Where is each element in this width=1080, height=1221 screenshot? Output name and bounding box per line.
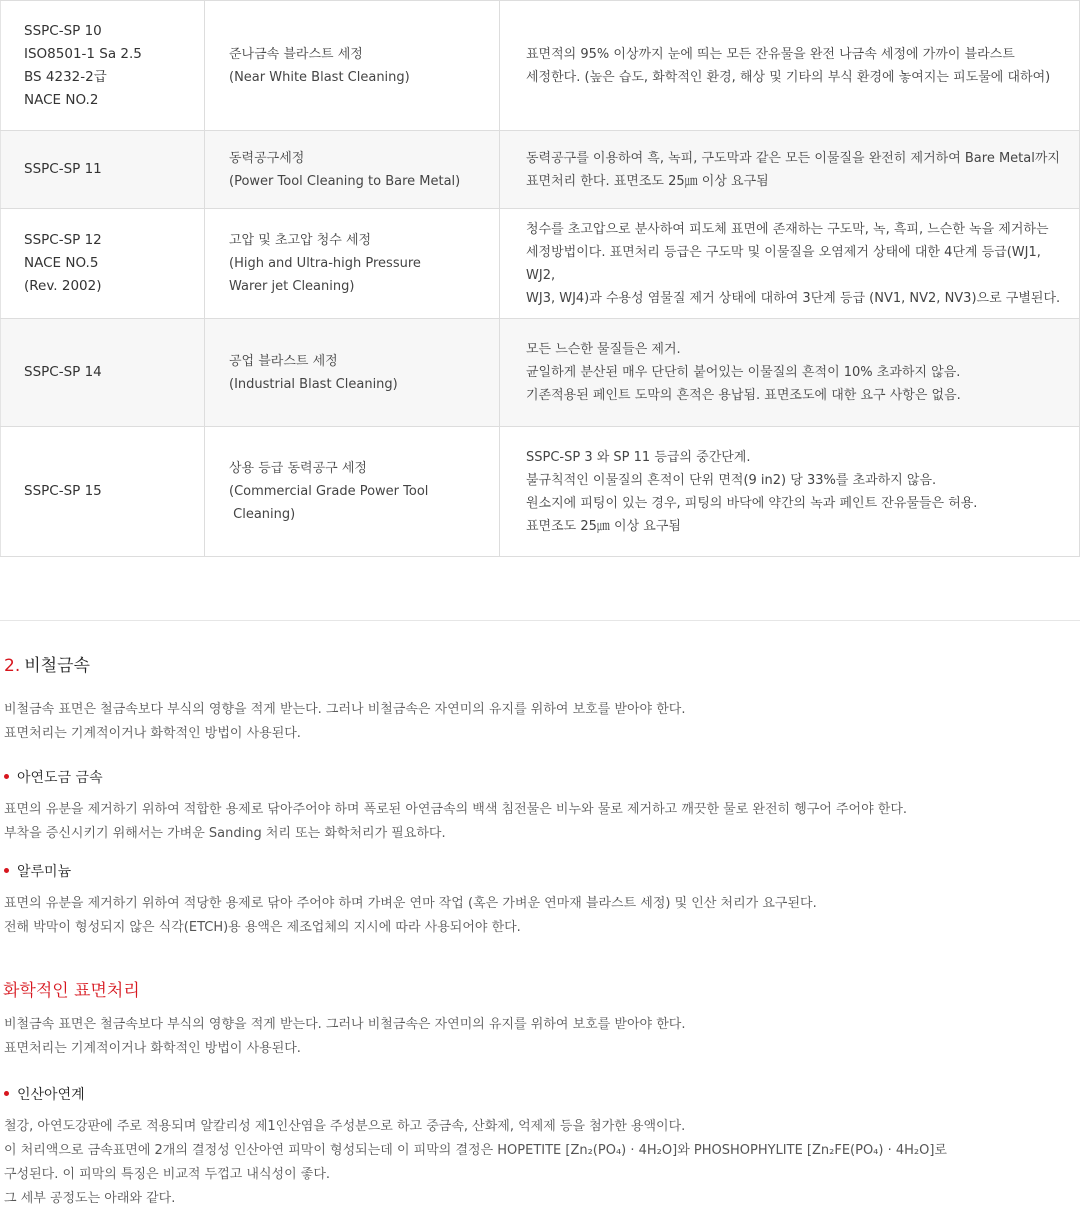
- standard-cell: SSPC-SP 14: [1, 319, 205, 427]
- description-cell: 표면적의 95% 이상까지 눈에 띄는 모든 잔유물을 완전 나금속 세정에 가까이 블라스트 세정한다. (높은 습도, 화학적인 환경, 해상 및 기타의 부식 환경에 놓여지는 피도물에 대하여): [500, 1, 1080, 131]
- chemical-intro: 비철금속 표면은 철금속보다 부식의 영향을 적게 받는다. 그러나 비철금속은 자연미의 유지를 위하여 보호를 받아야 한다. 표면처리는 기계적이거나 화학적인 방법이 사용된다.: [4, 1017, 686, 1056]
- description-cell: 모든 느슨한 물질들은 제거. 균일하게 분산된 매우 단단히 붙어있는 이물질의 흔적이 10% 초과하지 않음. 기존적용된 페인트 도막의 흔적은 용납됨. 표면조도에 대한 요구 사항은 없음.: [500, 319, 1080, 427]
- surface-prep-standards-table: [0, 0, 1080, 557]
- table-row: [1, 131, 1080, 209]
- table-row: [1, 209, 1080, 319]
- aluminum-text: 표면의 유분을 제거하기 위하여 적당한 용제로 닦아 주어야 하며 가벼운 연마 작업 (혹은 가벼운 연마재 블라스트 세정) 및 인산 처리가 요구된다. 전해 박막이 형성되지 않은 식각(ETCH)용 용액은 제조업체의 지시에 따라 사용되어야 한다.: [4, 896, 817, 935]
- description-cell: 청수를 초고압으로 분사하여 피도체 표면에 존재하는 구도막, 녹, 흑피, 느슨한 녹을 제거하는 세정방법이다. 표면처리 등급은 구도막 및 이물질을 오염제거 상태에 대한 4단계 등급(WJ1, WJ2, WJ3, WJ4)과 수용성 염물질 제거 상태에 대하여 3단계 등급 (NV1, NV2, NV3)으로 구별된다.: [500, 209, 1080, 319]
- standard-cell: SSPC-SP 15: [1, 427, 205, 557]
- phosphate-text: 철강, 아연도강판에 주로 적용되며 알칼리성 제1인산염을 주성분으로 하고 중금속, 산화제, 억제제 등을 첨가한 용액이다. 이 처리액으로 금속표면에 2개의 결정성 인산아연 피막이 형성되는데 이 피막의 결정은 HOPETITE [Zn₂(PO₄) · 4H₂O]와 PHOSHOPHYLITE [Zn₂FE(PO₄) · 4H₂O]로 구성된다. 이 피막의 특징은 비교적 두껍고 내식성이 좋다. 그 세부 공정도는 아래와 같다.: [4, 1119, 947, 1206]
- table-row: [1, 427, 1080, 557]
- section-number: 2.: [4, 656, 21, 676]
- zinc-text: 표면의 유분을 제거하기 위하여 적합한 용제로 닦아주어야 하며 폭로된 아연금속의 백색 침전물은 비누와 물로 제거하고 깨끗한 물로 완전히 헹구어 주어야 한다. 부착을 증신시키기 위해서는 가벼운 Sanding 처리 또는 화학처리가 필요하다.: [4, 802, 908, 841]
- chemical-treatment-title: 화학적인 표면처리: [3, 981, 140, 1001]
- standard-cell: SSPC-SP 10 ISO8501-1 Sa 2.5 BS 4232-2급 NACE NO.2: [1, 1, 205, 131]
- aluminum-heading: 알루미늄: [4, 861, 71, 883]
- bullet-dot-icon: [4, 1091, 9, 1096]
- description-cell: 동력공구를 이용하여 흑, 녹피, 구도막과 같은 모든 이물질을 완전히 제거하여 Bare Metal까지 표면처리 한다. 표면조도 25㎛ 이상 요구됨: [500, 131, 1080, 209]
- bullet-dot-icon: [4, 868, 9, 873]
- section-divider: [0, 620, 1080, 621]
- description-cell: SSPC-SP 3 와 SP 11 등급의 중간단계. 불규칙적인 이물질의 흔적이 단위 면적(9 in2) 당 33%를 초과하지 않음. 원소지에 피팅이 있는 경우, 피팅의 바닥에 약간의 녹과 페인트 잔유물들은 허용. 표면조도 25㎛ 이상 요구됨: [500, 427, 1080, 557]
- method-cell: 상용 등급 동력공구 세정 (Commercial Grade Power Tool Cleaning): [205, 427, 500, 557]
- method-cell: 고압 및 초고압 청수 세정 (High and Ultra-high Pressure Warer jet Cleaning): [205, 209, 500, 319]
- method-cell: 공업 블라스트 세정 (Industrial Blast Cleaning): [205, 319, 500, 427]
- nonferrous-intro: 비철금속 표면은 철금속보다 부식의 영향을 적게 받는다. 그러나 비철금속은 자연미의 유지를 위하여 보호를 받아야 한다. 표면처리는 기계적이거나 화학적인 방법이 사용된다.: [4, 702, 686, 741]
- phosphate-heading: 인산아연계: [4, 1084, 85, 1106]
- method-cell: 동력공구세정 (Power Tool Cleaning to Bare Metal): [205, 131, 500, 209]
- table-row: [1, 319, 1080, 427]
- standard-cell: SSPC-SP 11: [1, 131, 205, 209]
- section-title-text: 비철금속: [24, 656, 90, 676]
- zinc-heading: 아연도금 금속: [4, 767, 103, 789]
- bullet-dot-icon: [4, 774, 9, 779]
- table-row: [1, 1, 1080, 131]
- standard-cell: SSPC-SP 12 NACE NO.5 (Rev. 2002): [1, 209, 205, 319]
- section-2-title: [4, 654, 90, 678]
- method-cell: 준나금속 블라스트 세정 (Near White Blast Cleaning): [205, 1, 500, 131]
